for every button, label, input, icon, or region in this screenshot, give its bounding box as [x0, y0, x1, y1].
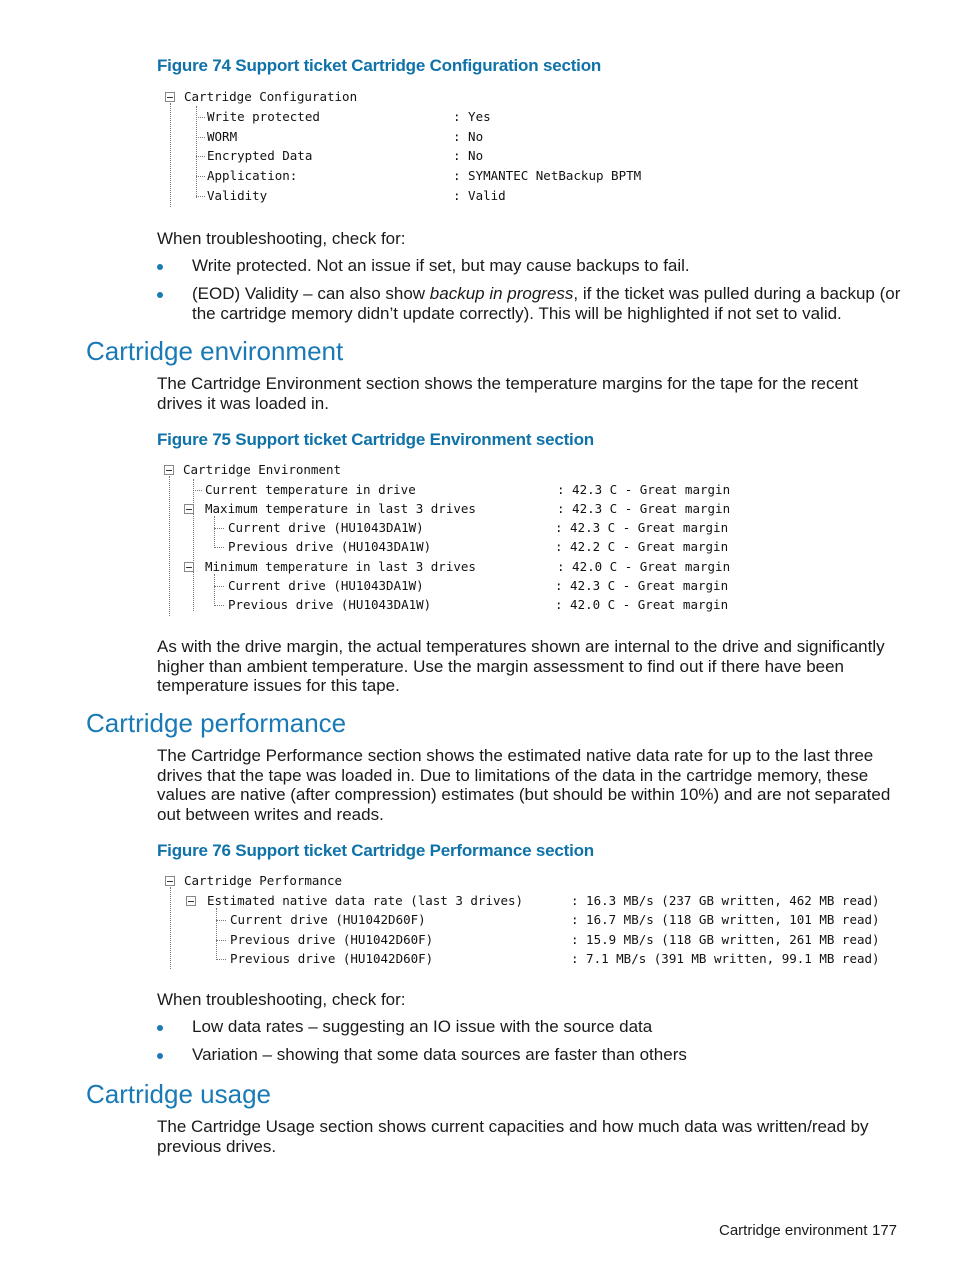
tree-row-label: Encrypted Data	[207, 148, 313, 163]
bullet-icon	[157, 292, 163, 298]
tree-row-value: : 42.3 C - Great margin	[557, 501, 731, 516]
environment-paragraph-2: As with the drive margin, the actual temperatures shown are internal to the drive and significantly higher than ambient temperature. Use the margin assessment to find out if there have been temperature issues for this tape.	[157, 637, 885, 695]
tree-row-value: : 42.0 C - Great margin	[555, 597, 729, 612]
tree-row-value: : 16.7 MB/s (118 GB written, 101 MB read)	[571, 912, 880, 927]
section-heading-environment: Cartridge environment	[86, 336, 344, 366]
tree-row-value: : 42.3 C - Great margin	[555, 520, 729, 535]
tree-row-label: Current drive (HU1042D60F)	[230, 912, 426, 927]
collapse-icon	[165, 876, 175, 886]
tree-row-label: WORM	[207, 129, 238, 144]
performance-paragraph: The Cartridge Performance section shows the estimated native data rate for up to the last three drives that the tape was loaded in. Due to limitations of the data in the cartridge memory, these values are native (after compression) estimates (but should be within 10%) and are not separated out between writes and reads.	[157, 746, 891, 824]
tree-row-label: Validity	[207, 188, 268, 203]
tree-row-value: : 42.3 C - Great margin	[555, 578, 729, 593]
figure-76-tree	[164, 872, 924, 972]
tree-row-value: : 42.0 C - Great margin	[557, 559, 731, 574]
tree-row-label: Current drive (HU1043DA1W)	[228, 578, 424, 593]
bullet-icon	[157, 1025, 163, 1031]
tree-row-value: : Yes	[453, 109, 491, 124]
tree-row-value: : 7.1 MB/s (391 MB written, 99.1 MB read)	[571, 951, 880, 966]
collapse-icon	[184, 562, 194, 572]
tree-row-value: : 15.9 MB/s (118 GB written, 261 MB read)	[571, 932, 880, 947]
tree-root-label: Cartridge Configuration	[184, 89, 358, 104]
tree-row-label: Application:	[207, 168, 298, 183]
figure-74-caption: Figure 74 Support ticket Cartridge Configuration section	[157, 56, 602, 75]
collapse-icon	[184, 504, 194, 514]
bullet-icon	[157, 1053, 163, 1059]
bullet-icon	[157, 264, 163, 270]
page-number: 177	[872, 1222, 898, 1239]
tree-row-label: Previous drive (HU1042D60F)	[230, 932, 434, 947]
tree-root-label: Cartridge Environment	[183, 462, 342, 477]
tree-row-value: : SYMANTEC NetBackup BPTM	[453, 168, 642, 183]
collapse-icon	[186, 896, 196, 906]
tree-row-label: Previous drive (HU1043DA1W)	[228, 597, 432, 612]
tree-row-value: : No	[453, 148, 484, 163]
figure-75-tree	[163, 461, 763, 619]
tree-row-value: : No	[453, 129, 484, 144]
tree-row-label: Current temperature in drive	[205, 482, 416, 497]
usage-paragraph: The Cartridge Usage section shows current capacities and how much data was written/read by previous drives.	[157, 1117, 869, 1156]
tree-row-label: Current drive (HU1043DA1W)	[228, 520, 424, 535]
tree-row-value: : 42.2 C - Great margin	[555, 539, 729, 554]
tree-row-label: Estimated native data rate (last 3 drives)	[207, 893, 524, 908]
bullet-text: Write protected. Not an issue if set, but may cause backups to fail.	[192, 256, 690, 275]
tree-row-value: : Valid	[453, 188, 506, 203]
figure-76-caption: Figure 76 Support ticket Cartridge Performance section	[157, 841, 594, 860]
tree-row-label: Maximum temperature in last 3 drives	[205, 501, 476, 516]
tree-row-label: Write protected	[207, 109, 320, 124]
troubleshoot-intro: When troubleshooting, check for:	[157, 229, 406, 248]
tree-row-label: Previous drive (HU1043DA1W)	[228, 539, 432, 554]
figure-75-caption: Figure 75 Support ticket Cartridge Environment section	[157, 430, 594, 449]
bullet-text: (EOD) Validity – can also show backup in progress, if the ticket was pulled during a backup (or the cartridge memory didn’t update correctly). This will be highlighted if not set to valid.	[192, 284, 901, 323]
tree-row-value: : 16.3 MB/s (237 GB written, 462 MB read)	[571, 893, 880, 908]
footer-section-name: Cartridge environment	[719, 1222, 868, 1239]
collapse-icon	[165, 92, 175, 102]
tree-root-label: Cartridge Performance	[184, 873, 343, 888]
bullet-text: Variation – showing that some data sources are faster than others	[192, 1045, 687, 1064]
tree-row-label: Minimum temperature in last 3 drives	[205, 559, 476, 574]
environment-paragraph: The Cartridge Environment section shows the temperature margins for the tape for the recent drives it was loaded in.	[157, 374, 859, 413]
tree-row-label: Previous drive (HU1042D60F)	[230, 951, 434, 966]
collapse-icon	[164, 465, 174, 475]
section-heading-usage: Cartridge usage	[86, 1079, 271, 1109]
section-heading-performance: Cartridge performance	[86, 708, 347, 738]
troubleshoot-intro-2: When troubleshooting, check for:	[157, 990, 406, 1009]
bullet-text: Low data rates – suggesting an IO issue with the source data	[192, 1017, 653, 1036]
figure-74-tree	[164, 88, 684, 210]
tree-row-value: : 42.3 C - Great margin	[557, 482, 731, 497]
